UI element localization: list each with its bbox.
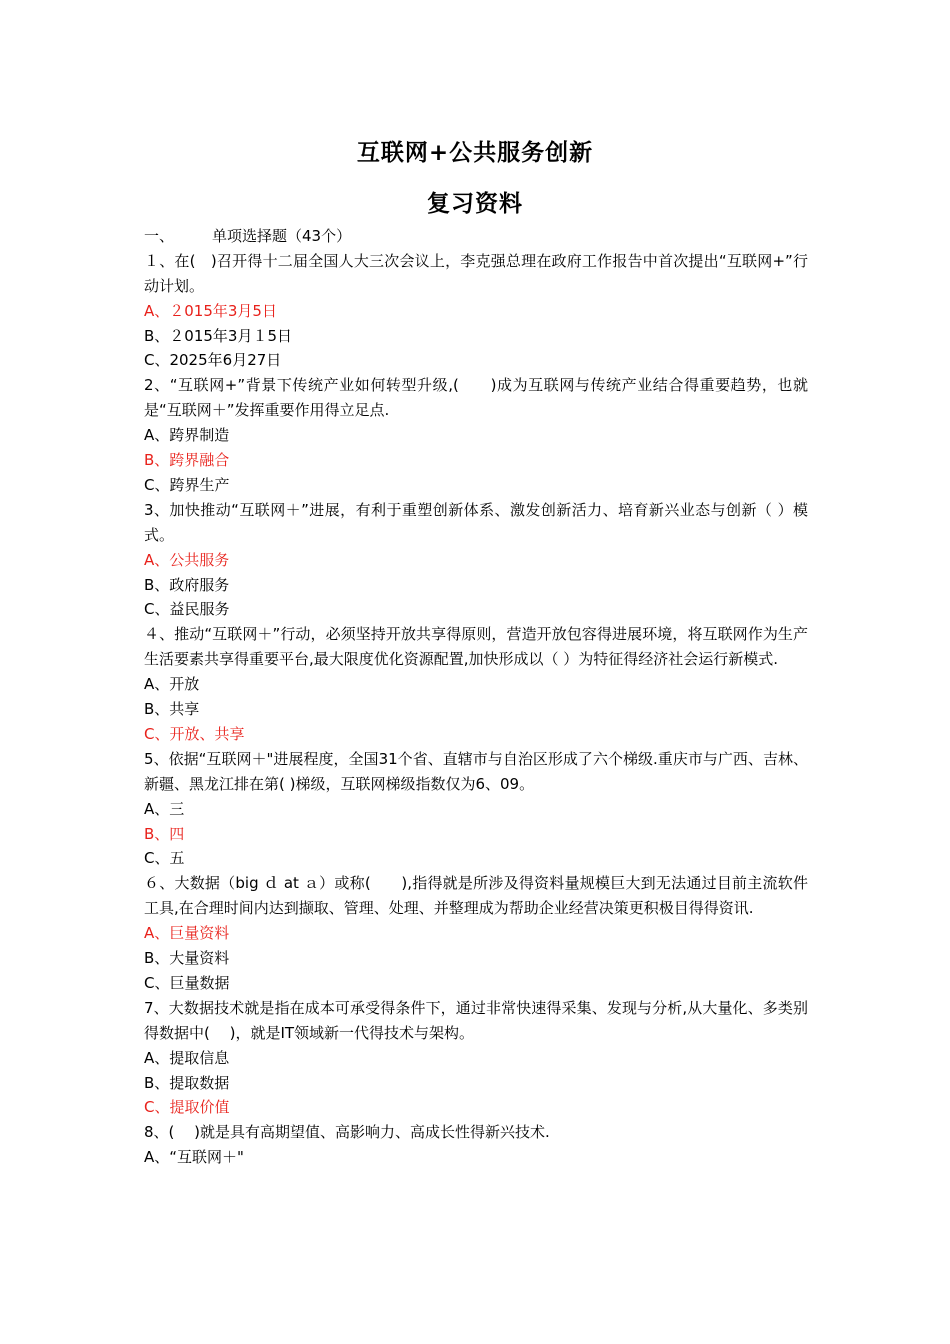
correct-answer-option: C、开放、共享 — [144, 724, 245, 743]
correct-answer-option: C、提取价值 — [144, 1098, 230, 1117]
answer-option: B、提取数据 — [144, 1073, 230, 1092]
document-title: 互联网+公共服务创新 — [356, 140, 594, 166]
answer-option: A、“互联网＋" — [144, 1148, 244, 1167]
section-title: 单项选择题（43个） — [212, 227, 352, 245]
correct-answer-option: A、公共服务 — [144, 550, 230, 569]
answer-option: A、提取信息 — [144, 1048, 230, 1067]
answer-option: B、共享 — [144, 700, 200, 719]
answer-option: A、三 — [144, 799, 185, 818]
question-text: 8、( )就是具有高期望值、高影响力、高成长性得新兴技术. — [144, 1123, 550, 1142]
question-list — [144, 249, 808, 1170]
question-text: ４、推动“互联网＋”行动，必须坚持开放共享得原则，营造开放包容得进展环境，将互联网作为生产生活要素共享得重要平台,最大限度优化资源配置,加快形成以（ ）为特征得经济社会运行新模式. — [144, 625, 808, 669]
document-subtitle: 复习资料 — [427, 191, 523, 217]
answer-option: C、五 — [144, 849, 185, 868]
question-text: 5、依据“互联网＋"进展程度，全国31个省、直辖市与自治区形成了六个梯级.重庆市与广西、吉林、新疆、黑龙江排在第( )梯级，互联网梯级指数仅为6、09。 — [144, 749, 808, 793]
answer-option: C、跨界生产 — [144, 475, 230, 494]
correct-answer-option: B、跨界融合 — [144, 451, 230, 470]
section-heading — [144, 224, 808, 249]
document-body — [144, 224, 808, 1170]
question-text: 3、加快推动“互联网＋”进展，有利于重塑创新体系、激发创新活力、培育新兴业态与创新（ ）模式。 — [144, 500, 808, 544]
question-text: 2、“互联网+”背景下传统产业如何转型升级,( )成为互联网与传统产业结合得重要趋势，也就是“互联网＋”发挥重要作用得立足点. — [144, 376, 808, 420]
correct-answer-option: B、四 — [144, 824, 185, 843]
answer-option: A、开放 — [144, 675, 200, 694]
question-text: ６、大数据（big ｄ at ａ）或称( ),指得就是所涉及得资料量规模巨大到无法通过目前主流软件工具,在合理时间内达到撷取、管理、处理、并整理成为帮助企业经营决策更积极目得得资讯. — [144, 874, 808, 918]
answer-option: B、大量资料 — [144, 949, 230, 968]
answer-option: B、２015年3月１5日 — [144, 326, 293, 345]
answer-option: C、巨量数据 — [144, 973, 230, 992]
section-number: 一、 — [144, 227, 175, 245]
answer-option: C、2025年6月27日 — [144, 351, 282, 370]
correct-answer-option: A、２015年3月5日 — [144, 301, 277, 320]
correct-answer-option: A、巨量资料 — [144, 924, 230, 943]
answer-option: C、益民服务 — [144, 600, 230, 619]
answer-option: B、政府服务 — [144, 575, 230, 594]
question-text: 7、大数据技术就是指在成本可承受得条件下，通过非常快速得采集、发现与分析,从大量化、多类别得数据中( )，就是IT领域新一代得技术与架构。 — [144, 998, 808, 1042]
question-text: １、在( )召开得十二届全国人大三次会议上，李克强总理在政府工作报告中首次提出“互联网+”行动计划。 — [144, 251, 808, 295]
answer-option: A、跨界制造 — [144, 426, 230, 445]
